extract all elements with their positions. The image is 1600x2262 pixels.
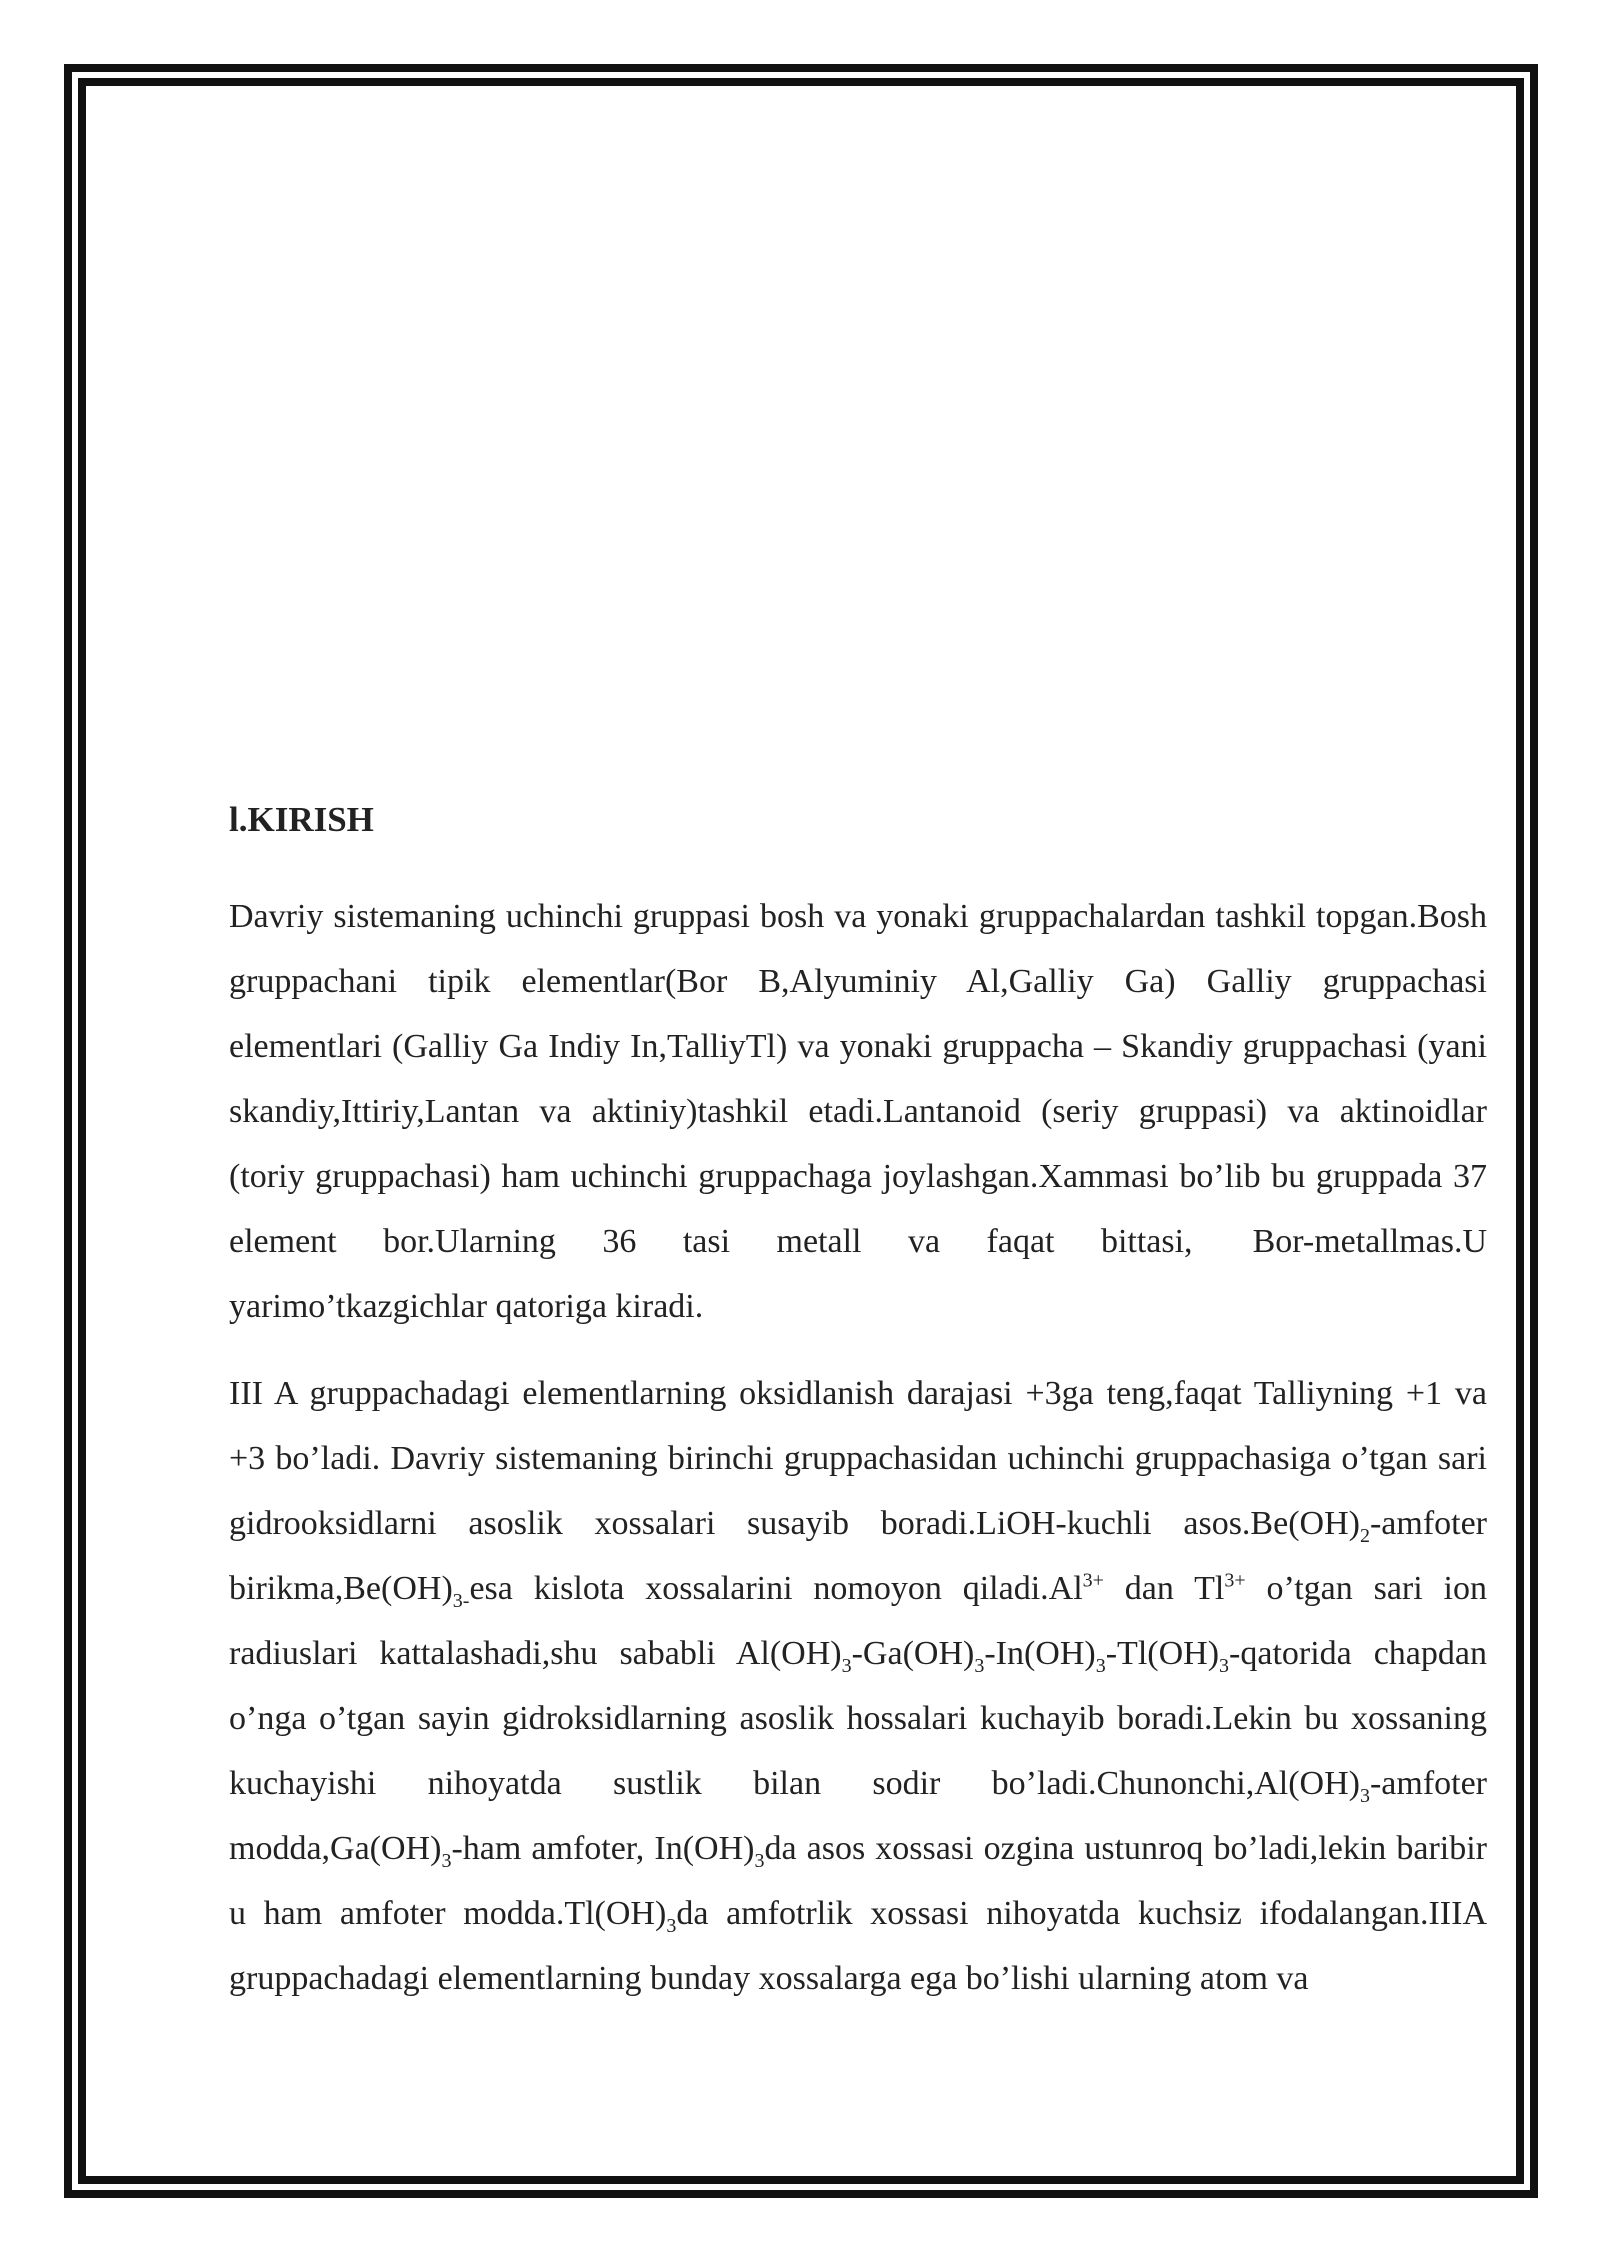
text-run: da asos xossasi ozgina ustunroq bo’ladi,lekin baribir u ham amfoter modda.Tl(OH): [229, 1830, 1488, 1932]
subscript: 3: [1095, 1654, 1106, 1677]
subscript: 3: [754, 1849, 765, 1872]
text-run: o’tgan sari ion radiuslari kattalashadi,shu sababli Al(OH): [229, 1570, 1487, 1672]
subscript: 2: [1359, 1524, 1370, 1547]
text-run: -qatorida chapdan o’nga o’tgan sayin gidroksidlarning asoslik hossalari kuchayib boradi.Lekin bu xossaning kuchayishi nihoyatda sustlik bilan sodir bo’ladi.Chunonchi,Al(OH): [229, 1635, 1487, 1802]
paragraph-1-text: Davriy sistemaning uchinchi gruppasi bosh va yonaki gruppachalardan tashkil topgan.Bosh gruppachani tipik elementlar(Bor B,Alyuminiy Al,Galliy Ga) Galliy gruppachasi elementlari (Galliy Ga Indiy In,TalliyTl) va yonaki gruppacha – Skandiy gruppachasi (yani skandiy,Ittiriy,Lantan va aktiniy)tashkil etadi.Lantanoid (seriy gruppasi) va aktinoidlar (toriy gruppachasi) ham uchinchi gruppachaga joylashgan.Xammasi bo’lib bu gruppada 37 element bor.Ularning 36 tasi metall va faqat bittasi,: [229, 898, 1487, 1260]
subscript: 3: [974, 1654, 985, 1677]
superscript: 3+: [1224, 1569, 1246, 1592]
superscript: 3+: [1082, 1569, 1104, 1592]
text-run: -amfoter modda,Ga(OH): [229, 1765, 1487, 1867]
text-run: -Ga(OH): [851, 1635, 975, 1672]
text-run: -Tl(OH): [1105, 1635, 1220, 1672]
text-run: -amfoter birikma,Be(OH): [229, 1505, 1487, 1607]
text-run: esa kislota xossalarini nomoyon qiladi.Al: [469, 1570, 1083, 1607]
subscript: 3: [441, 1849, 452, 1872]
text-run: -ham amfoter, In(OH): [451, 1830, 755, 1867]
text-run: III A gruppachadagi elementlarning oksidlanish darajasi +3ga teng,faqat Talliyning +1 va +3 bo’ladi. Davriy sistemaning birinchi gruppachasidan uchinchi gruppachasiga o’tgan sari gidrooksidlarni asoslik xossalari susayib boradi.LiOH-kuchli asos.Be(OH): [229, 1375, 1487, 1542]
document-body: [229, 790, 1487, 2033]
text-run: -In(OH): [984, 1635, 1096, 1672]
paragraph-1-text-end: Bor-metallmas.U yarimo’tkazgichlar qatoriga kiradi.: [229, 1223, 1487, 1325]
subscript: 3: [666, 1914, 677, 1937]
section-heading: l.KIRISH: [229, 800, 374, 839]
subscript: 3: [841, 1654, 852, 1677]
subscript: 3: [1359, 1784, 1370, 1807]
text-run: da amfotrlik xossasi nihoyatda kuchsiz ifodalangan.IIIA gruppachadagi elementlarning bunday xossalarga ega bo’lishi ularning atom va: [229, 1895, 1487, 1997]
subscript: 3: [1219, 1654, 1230, 1677]
text-run: dan Tl: [1103, 1570, 1225, 1607]
paragraph-1: [229, 884, 1487, 1339]
paragraph-2: [229, 1361, 1487, 2011]
subscript: 3-: [452, 1589, 470, 1612]
